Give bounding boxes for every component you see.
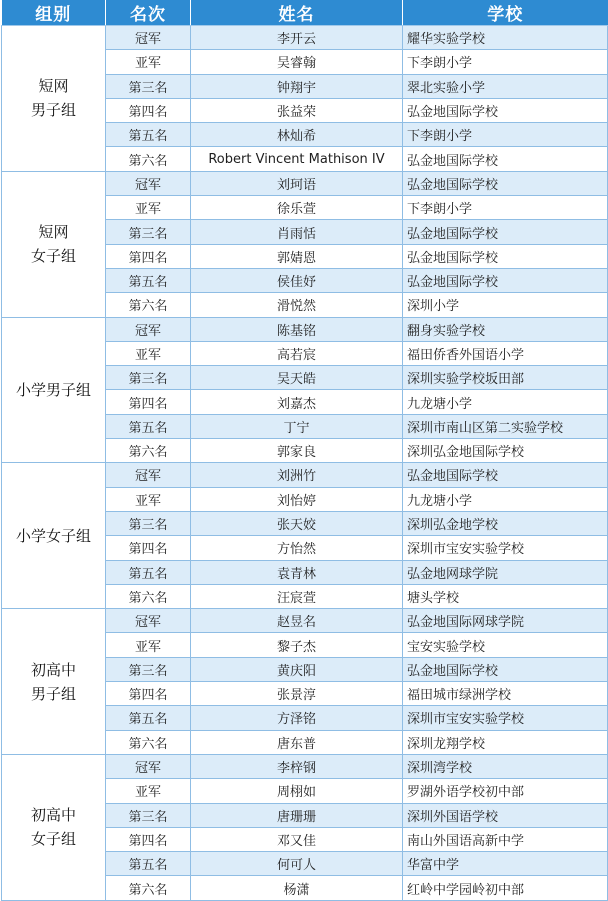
school-cell: 下李朗小学	[403, 50, 608, 74]
rank-cell: 第五名	[106, 268, 191, 292]
rank-cell: 第三名	[106, 657, 191, 681]
header-row	[2, 0, 608, 26]
school-cell: 宝安实验学校	[403, 633, 608, 657]
rank-cell: 第三名	[106, 220, 191, 244]
school-cell: 红岭中学园岭初中部	[403, 876, 608, 900]
rank-cell: 亚军	[106, 633, 191, 657]
rank-cell: 第五名	[106, 414, 191, 438]
name-cell: 方怡然	[191, 536, 403, 560]
name-cell: 陈基铭	[191, 317, 403, 341]
school-cell: 翠北实验小学	[403, 74, 608, 98]
name-cell: 滑悦然	[191, 293, 403, 317]
table-row	[2, 463, 608, 487]
group-label-line: 小学女子组	[15, 526, 91, 545]
table-row	[2, 317, 608, 341]
school-cell: 下李朗小学	[403, 123, 608, 147]
rank-cell: 冠军	[106, 609, 191, 633]
rank-cell: 第六名	[106, 147, 191, 171]
group-label-line: 男子组	[30, 684, 76, 703]
school-cell: 深圳市宝安实验学校	[403, 536, 608, 560]
school-cell: 下李朗小学	[403, 196, 608, 220]
name-cell: 唐东普	[191, 730, 403, 754]
header-rank: 名次	[106, 0, 191, 26]
name-cell: 杨潇	[191, 876, 403, 900]
table-row	[2, 754, 608, 778]
name-cell: 刘珂语	[191, 171, 403, 195]
rank-cell: 第四名	[106, 536, 191, 560]
name-cell: 刘嘉杰	[191, 390, 403, 414]
rank-cell: 第五名	[106, 852, 191, 876]
name-cell: 李梓钢	[191, 754, 403, 778]
name-cell: 丁宁	[191, 414, 403, 438]
rank-cell: 第四名	[106, 682, 191, 706]
name-cell: 侯佳妤	[191, 268, 403, 292]
name-cell: 周栩如	[191, 779, 403, 803]
rank-cell: 亚军	[106, 341, 191, 365]
school-cell: 深圳实验学校坂田部	[403, 366, 608, 390]
rank-cell: 第四名	[106, 98, 191, 122]
name-cell: 方泽铭	[191, 706, 403, 730]
table-row	[2, 609, 608, 633]
school-cell: 弘金地国际学校	[403, 147, 608, 171]
rank-cell: 第六名	[106, 876, 191, 900]
name-cell: 张景淳	[191, 682, 403, 706]
name-cell: 刘洲竹	[191, 463, 403, 487]
group-label-line: 初高中	[30, 806, 76, 825]
group-cell	[2, 609, 106, 755]
rank-cell: 亚军	[106, 779, 191, 803]
school-cell: 九龙塘小学	[403, 487, 608, 511]
rank-cell: 亚军	[106, 50, 191, 74]
results-table	[1, 0, 608, 901]
group-label-line: 女子组	[30, 830, 76, 849]
name-cell: Robert Vincent Mathison IV	[191, 147, 403, 171]
school-cell: 深圳小学	[403, 293, 608, 317]
school-cell: 罗湖外语学校初中部	[403, 779, 608, 803]
rank-cell: 冠军	[106, 26, 191, 50]
rank-cell: 冠军	[106, 463, 191, 487]
name-cell: 黎子杰	[191, 633, 403, 657]
school-cell: 深圳市宝安实验学校	[403, 706, 608, 730]
rank-cell: 第三名	[106, 803, 191, 827]
school-cell: 弘金地国际学校	[403, 98, 608, 122]
school-cell: 弘金地国际网球学院	[403, 609, 608, 633]
rank-cell: 冠军	[106, 754, 191, 778]
school-cell: 弘金地国际学校	[403, 268, 608, 292]
group-label-line: 短网	[38, 223, 69, 242]
rank-cell: 第六名	[106, 584, 191, 608]
rank-cell: 第四名	[106, 827, 191, 851]
school-cell: 南山外国语高新中学	[403, 827, 608, 851]
name-cell: 汪宸萱	[191, 584, 403, 608]
rank-cell: 第六名	[106, 730, 191, 754]
name-cell: 肖雨恬	[191, 220, 403, 244]
rank-cell: 第五名	[106, 123, 191, 147]
rank-cell: 第四名	[106, 390, 191, 414]
rank-cell: 第六名	[106, 439, 191, 463]
name-cell: 吴天皓	[191, 366, 403, 390]
school-cell: 深圳市南山区第二实验学校	[403, 414, 608, 438]
rank-cell: 冠军	[106, 317, 191, 341]
group-label-line: 短网	[38, 77, 69, 96]
name-cell: 郭婧恩	[191, 244, 403, 268]
name-cell: 刘怡婷	[191, 487, 403, 511]
school-cell: 华富中学	[403, 852, 608, 876]
group-label-line: 初高中	[30, 660, 76, 679]
group-label-line: 男子组	[30, 101, 76, 120]
school-cell: 弘金地国际学校	[403, 171, 608, 195]
school-cell: 福田城市绿洲学校	[403, 682, 608, 706]
school-cell: 深圳龙翔学校	[403, 730, 608, 754]
name-cell: 邓又佳	[191, 827, 403, 851]
rank-cell: 第五名	[106, 706, 191, 730]
rank-cell: 第六名	[106, 293, 191, 317]
school-cell: 深圳弘金地国际学校	[403, 439, 608, 463]
school-cell: 弘金地国际学校	[403, 244, 608, 268]
rank-cell: 第四名	[106, 244, 191, 268]
group-cell	[2, 26, 106, 172]
group-label-line: 小学男子组	[15, 380, 91, 399]
school-cell: 福田侨香外国语小学	[403, 341, 608, 365]
group-cell	[2, 463, 106, 609]
school-cell: 深圳湾学校	[403, 754, 608, 778]
rank-cell: 第三名	[106, 366, 191, 390]
table-row	[2, 26, 608, 50]
rank-cell: 第三名	[106, 74, 191, 98]
rank-cell: 第三名	[106, 511, 191, 535]
school-cell: 耀华实验学校	[403, 26, 608, 50]
name-cell: 高若宸	[191, 341, 403, 365]
school-cell: 翻身实验学校	[403, 317, 608, 341]
name-cell: 赵昱名	[191, 609, 403, 633]
school-cell: 九龙塘小学	[403, 390, 608, 414]
school-cell: 弘金地网球学院	[403, 560, 608, 584]
school-cell: 弘金地国际学校	[403, 463, 608, 487]
header-group: 组别	[2, 0, 106, 26]
name-cell: 张天姣	[191, 511, 403, 535]
school-cell: 弘金地国际学校	[403, 220, 608, 244]
rank-cell: 亚军	[106, 487, 191, 511]
name-cell: 唐珊珊	[191, 803, 403, 827]
school-cell: 深圳弘金地学校	[403, 511, 608, 535]
name-cell: 林灿希	[191, 123, 403, 147]
table-row	[2, 171, 608, 195]
rank-cell: 冠军	[106, 171, 191, 195]
group-cell	[2, 171, 106, 317]
school-cell: 塘头学校	[403, 584, 608, 608]
group-label-line: 女子组	[30, 247, 76, 266]
school-cell: 深圳外国语学校	[403, 803, 608, 827]
name-cell: 徐乐萱	[191, 196, 403, 220]
results-body	[2, 26, 608, 901]
name-cell: 何可人	[191, 852, 403, 876]
group-cell	[2, 754, 106, 900]
header-school: 学校	[403, 0, 608, 26]
name-cell: 黄庆阳	[191, 657, 403, 681]
school-cell: 弘金地国际学校	[403, 657, 608, 681]
rank-cell: 第五名	[106, 560, 191, 584]
group-cell	[2, 317, 106, 463]
header-name: 姓名	[191, 0, 403, 26]
rank-cell: 亚军	[106, 196, 191, 220]
name-cell: 吴睿翰	[191, 50, 403, 74]
name-cell: 张益荣	[191, 98, 403, 122]
name-cell: 郭家良	[191, 439, 403, 463]
name-cell: 钟翔宇	[191, 74, 403, 98]
name-cell: 李开云	[191, 26, 403, 50]
name-cell: 袁青林	[191, 560, 403, 584]
